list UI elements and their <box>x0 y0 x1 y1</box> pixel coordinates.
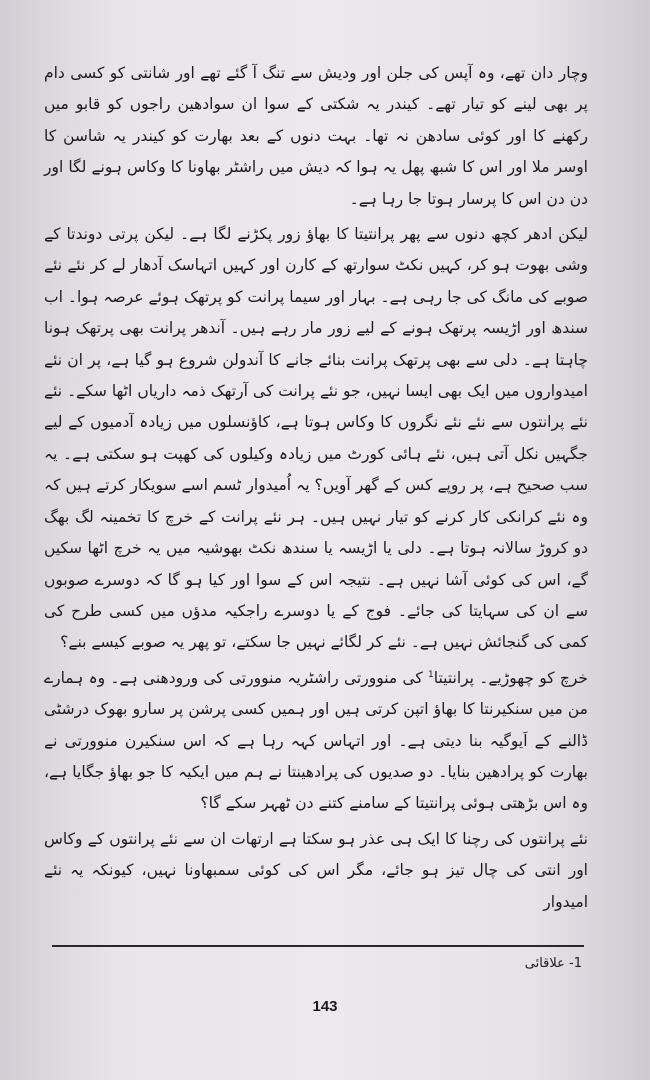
paragraph-3-rest: کی منوورتی راشٹریہ منوورتی کی ورودھنی ہے۔ وہ ہمارے من میں سنکیرنتا کا بھاؤ اتپن کرتی ہیں اور ہمیں کسی پرشن پر سارو بھوک درشٹی ڈالنے کے اَیوگیہ بنا دیتی ہے۔ اور اتہاس کہہ رہا ہے کہ اس سنکیرن منوورتی نے بھارت کو پرادھین بنایا۔ دو صدیوں کی پرادھینتا نے ہم میں ایکیہ کا جو بھاؤ جگایا ہے، وہ اس بڑھتی ہوئی پرانتیتا کے سامنے کتنے دن ٹھہر سکے گا؟ <box>44 668 588 813</box>
footnote-divider <box>52 945 584 947</box>
footnote: 1- علاقائی <box>524 956 582 971</box>
paragraph-1: وچار دان تھے، وہ آپس کی جلن اور ودیش سے تنگ آ گئے تھے اور شانتی کو کسی دام پر بھی لینے کو تیار تھے۔ کیندر یہ شکتی کے سوا ان سوادھین راجوں کو قابو میں رکھنے کا اور کوئی سادھن نہ تھا۔ بہت دنوں کے بعد بھارت کو کیندر یہ شاسن کا اوسر ملا اور اس کا شبھ پھل یہ ہوا کہ دیش میں راشٹر بھاونا کا وکاس ہونے لگا اور دن دن اس کا پرسار ہوتا جا رہا ہے۔ <box>44 64 588 208</box>
paragraph-3 <box>44 663 588 820</box>
footnote-reference: 1 <box>428 669 434 680</box>
page-number: 143 <box>312 998 338 1015</box>
paragraph-3-start: خرچ کو چھوڑیے۔ پرانتیتا <box>433 668 588 687</box>
body-text <box>44 58 588 918</box>
paragraph-2: لیکن ادھر کچھ دنوں سے پھر پرانتیتا کا بھاؤ زور پکڑنے لگا ہے۔ لیکن پرتی دوندتا کے وشی بھوت ہو کر، کہیں نکٹ سوارتھ کے کارن اور کہیں اتہاسک آدھار لے کر نئے نئے صوبے کی مانگ کی جا رہی ہے۔ بہار اور سیما پرانت کو پرتھک ہوئے عرصہ ہوا۔ اب سندھ اور اڑیسہ پرتھک ہونے کے لیے زور مار رہے ہیں۔ آندھر پرانت بھی پرتھک ہونا چاہتا ہے۔ دلی سے بھی پرتھک پرانت بنائے جانے کا آندولن شروع ہو گیا ہے، پر ان نئے امیدواروں میں ایک بھی ایسا نہیں، جو نئے پرانت کی آرتھک ذمہ داریاں اٹھا سکے۔ نئے نئے پرانتوں سے نئے نئے نگروں کا وکاس ہوتا ہے، کاؤنسلوں میں زیادہ آدمیوں کے لیے جگہیں نکل آتی ہیں، نئے ہائی کورٹ میں زیادہ وکیلوں کی کھپت ہو سکتی ہے۔ یہ سب صحیح ہے، پر روپے کس کے گھر آویں؟ یہ اُمیدوار ٹسم اسے سویکار کرتے ہیں کہ وہ نئے کرانکی کار کرنے کو تیار نہیں ہیں۔ ہر نئے پرانت کے خرچ کا تخمینہ لگ بھگ دو کروڑ سالانہ ہوتا ہے۔ دلی یا اڑیسہ یا سندھ نکٹ بھوشیہ میں یہ خرچ اٹھا سکیں گے، اس کی کوئی آشا نہیں ہے۔ نتیجہ اس کے سوا اور کیا ہو گا کہ دوسرے صوبوں سے ان کی سہایتا کی جائے۔ فوج کے یا دوسرے راجکیہ مدؤں میں کسی طرح کی کمی کی گنجائش نہیں ہے۔ نئے کر لگائے نہیں جا سکتے، تو پھر یہ صوبے کیسے بنے؟ <box>44 225 588 652</box>
paragraph-4: نئے پرانتوں کی رچنا کا ایک ہی عذر ہو سکتا ہے ارتھات ان سے نئے پرانتوں کے وکاس اور انتی کی چال تیز ہو جائے، مگر اس کی کوئی سمبھاونا نہیں، کیونکہ یہ نئے امیدوار <box>44 829 588 911</box>
